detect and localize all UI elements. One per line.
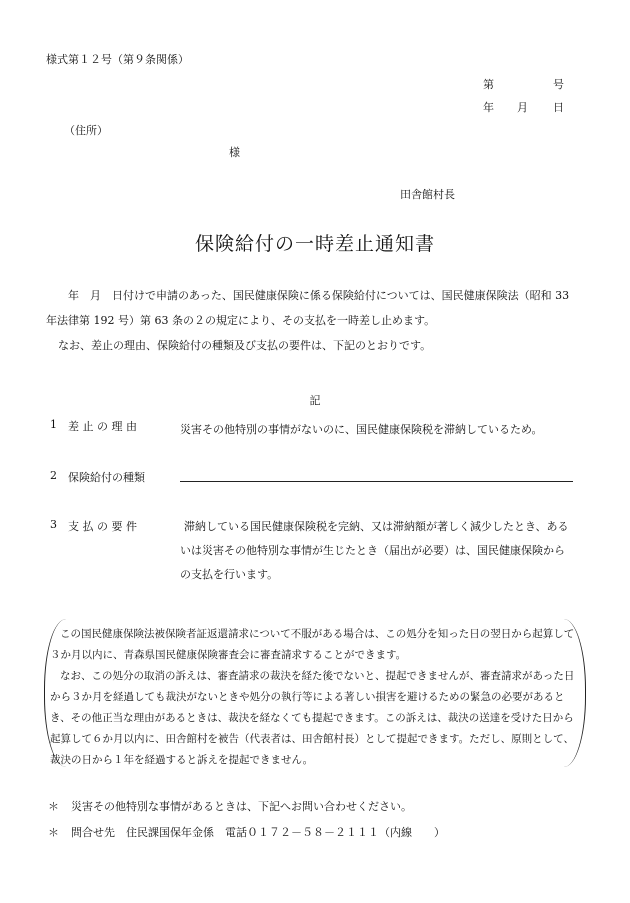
form-number: 様式第１２号（第９条関係） xyxy=(46,53,189,66)
appeal-notice xyxy=(50,624,576,771)
item-1-label: 差 止 の 理 由 xyxy=(68,420,137,433)
body-paragraph-2: なお、差止の理由、保険給付の種類及び支払の要件は、下記のとおりです。 xyxy=(58,339,432,352)
asterisk-icon: ＊ xyxy=(48,800,59,813)
item-1-value: 災害その他特別の事情がないのに、国民健康保険税を滞納しているため。 xyxy=(180,423,543,436)
item-2-number: 2 xyxy=(50,469,57,482)
item-2-blank-line xyxy=(180,481,573,482)
addressee-suffix: 様 xyxy=(229,146,240,159)
footer-note-2 xyxy=(48,824,445,840)
date-day: 日 xyxy=(553,101,564,114)
issuer-name: 田舎館村長 xyxy=(400,188,455,201)
item-2-label: 保険給付の種類 xyxy=(68,471,145,484)
item-1-number: 1 xyxy=(50,418,57,431)
item-3-label: 支 払 の 要 件 xyxy=(68,520,137,533)
address-label: （住所） xyxy=(64,124,108,137)
asterisk-icon: ＊ xyxy=(48,826,59,839)
date-month: 月 xyxy=(517,101,528,114)
item-3-number: 3 xyxy=(50,518,57,531)
date-year: 年 xyxy=(483,101,494,114)
contact-info: 問合せ先 住民課国保年金係 電話０１７２－５８－２１１１（内線 ） xyxy=(71,826,445,839)
doc-number-prefix: 第 xyxy=(483,78,494,91)
doc-number-suffix: 号 xyxy=(553,78,564,91)
appeal-notice-paragraph-2: なお、この処分の取消の訴えは、審査請求の裁決を経た後でないと、提起できませんが、審査請求があった日から３か月を経過しても裁決がないときや処分の執行等による著しい損害を避けるための緊急の必要があるとき、その他正当な理由があるときは、裁決を経なくても提起できます。この訴えは、裁決の送達を受けた日から起算して６か月以内に、田舎館村を被告（代表者は、田舎館村長）として提起できます。ただし、原則として、裁決の日から１年を経過すると訴えを提起できません。 xyxy=(50,670,575,766)
footer-note-1 xyxy=(48,798,412,814)
appeal-notice-paragraph-1: この国民健康保険法被保険者証返還請求について不服がある場合は、この処分を知った日の翌日から起算して３か月以内に、青森県国民健康保険審査会に審査請求することができます。 xyxy=(50,628,575,661)
footer-note-1-text: 災害その他特別な事情があるときは、下記へお問い合わせください。 xyxy=(71,800,412,813)
item-3-value: 滞納している国民健康保険税を完納、又は滞納額が著しく減少したとき、あるいは災害その他特別な事情が生じたとき（届出が必要）は、国民健康保険からの支払を行います。 xyxy=(180,520,569,581)
document-title: 保険給付の一時差止通知書 xyxy=(194,233,435,255)
ki-heading: 記 xyxy=(309,394,321,407)
body-paragraph-1: 年 月 日付けで申請のあった、国民健康保険に係る保険給付については、国民健康保険法（昭和 33 年法律第 192 号）第 63 条の２の規定により、その支払を一時差し止めます。 xyxy=(46,289,570,327)
